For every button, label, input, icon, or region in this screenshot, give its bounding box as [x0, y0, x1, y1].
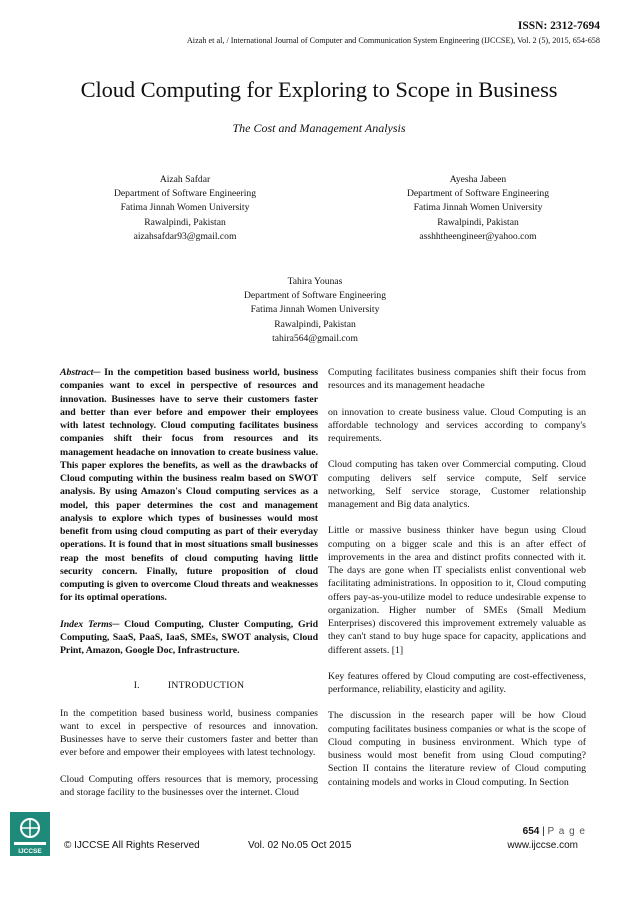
section-number: I.: [133, 680, 140, 692]
volume-info: Vol. 02 No.05 Oct 2015: [248, 840, 352, 851]
section-title: INTRODUCTION: [167, 680, 245, 692]
author-university: Fatima Jinnah Women University: [413, 202, 543, 214]
page-number: [523, 826, 586, 837]
page-word: P a g e: [547, 826, 586, 837]
section-heading-introduction: [60, 679, 318, 692]
author-block-1: [70, 173, 300, 244]
journal-logo-icon: [10, 812, 50, 856]
abstract-text: In the competition based business world, business companies want to excel in perspective of resources and innovation. Businesses have to serve their customers faster and better than ever before and empower their employees with latest technology. Cloud computing facilitates business companies shift their focus from resources and its management headache on innovation to create business value. This paper explores the benefits, as well as the drawbacks of Cloud computing within the business realm based on SWOT analysis. By using Amazon's Cloud computing services as a model, this paper determines the cost and management analysis to explore which types of businesses would most benefit from using cloud computing as part of their everyday operations. It is found that in most situations small businesses reap the most benefits of cloud computing having little security concern. Finally, future proposition of cloud computing is given to overcome Cloud threats and weaknesses for its optimal operations.: [60, 367, 318, 604]
author-block-3: [200, 275, 430, 346]
logo-text: IJCCSE: [18, 848, 42, 855]
intro-paragraph-1: In the competition based business world, business companies want to excel in perspective of resources and innovation. Businesses have to serve their customers faster and better than ever before and empower their employees with latest technology.: [60, 707, 318, 759]
author-department: Department of Software Engineering: [244, 290, 386, 302]
right-column: [328, 366, 586, 802]
author-location: Rawalpindi, Pakistan: [274, 318, 356, 330]
author-location: Rawalpindi, Pakistan: [144, 216, 226, 228]
body-paragraph-1: Computing facilitates business companies shift their focus from resources and its management headache: [328, 367, 586, 392]
body-paragraph-4: Little or massive business thinker have begun using Cloud computing on a bigger scale and this is an after effect of improvements in the area and distinct profits connected with it. The days are gone when IT specialists enlist conventional web facilitating administrations. In opposition to it, Cloud computing offers pay-as-you-utilize model to reduce undesirable expense to organization. Higher number of SMEs (Small Medium Enterprises) discovered this improvement extremely valuable as they can't stand to buy huge space for capacity, applications and different assets. [1]: [328, 525, 586, 656]
abstract: [60, 366, 318, 605]
author-name: Ayesha Jabeen: [449, 174, 507, 185]
journal-citation: Aizah et al, / International Journal of Computer and Communication System Engineering (IJCCSE), Vol. 2 (5), 2015, 654-658: [186, 36, 600, 45]
copyright: © IJCCSE All Rights Reserved: [64, 840, 200, 851]
author-university: Fatima Jinnah Women University: [120, 202, 250, 214]
author-name: Aizah Safdar: [159, 174, 211, 185]
author-email[interactable]: asshhtheengineer@yahoo.com: [419, 230, 537, 242]
journal-url[interactable]: www.ijccse.com: [507, 840, 578, 851]
author-location: Rawalpindi, Pakistan: [437, 216, 519, 228]
issn: ISSN: 2312-7694: [517, 20, 600, 32]
index-terms-label: Index Terms─: [60, 618, 120, 630]
page-num: 654: [522, 826, 540, 837]
intro-paragraph-2: Cloud Computing offers resources that is memory, processing and storage facility to the businesses over the internet. Cloud: [60, 773, 318, 798]
body-paragraph-6: The discussion in the research paper will be how Cloud computing facilitates business companies or what is the scope of Cloud computing in business environment. Which type of business would most benefit from using Cloud computing? Section II contains the literature review of Cloud computing containing models and works in Cloud computing. In Section: [328, 710, 586, 788]
page-separator: |: [539, 826, 548, 837]
paper-title: Cloud Computing for Exploring to Scope in Business: [80, 77, 558, 102]
index-terms-text: Cloud Computing, Cluster Computing, Grid Computing, SaaS, PaaS, IaaS, SMEs, SWOT analysis, Cloud Print, Amazon, Google Doc, Infrastructure.: [60, 618, 318, 656]
index-terms: [60, 618, 318, 658]
body-paragraph-3: Cloud computing has taken over Commercial computing. Cloud computing delivers self service compute, Self service networking, Self service storage, Customer relationship management and Big data analytics.: [328, 459, 586, 510]
body-paragraph-5: Key features offered by Cloud computing are cost-effectiveness, performance, reliability, elasticity and agility.: [328, 670, 586, 695]
body-paragraph-2: on innovation to create business value. Cloud Computing is an affordable technology and services according to company's requirements.: [328, 406, 586, 444]
author-department: Department of Software Engineering: [114, 188, 256, 200]
left-column: [60, 366, 318, 812]
author-name: Tahira Younas: [287, 276, 343, 287]
author-email[interactable]: aizahsafdar93@gmail.com: [133, 230, 237, 242]
author-department: Department of Software Engineering: [407, 188, 549, 200]
abstract-label: Abstract─: [60, 367, 101, 378]
author-university: Fatima Jinnah Women University: [250, 304, 380, 316]
paper-subtitle: The Cost and Management Analysis: [232, 121, 406, 135]
author-email[interactable]: tahira564@gmail.com: [272, 332, 358, 344]
author-block-2: [363, 173, 593, 244]
